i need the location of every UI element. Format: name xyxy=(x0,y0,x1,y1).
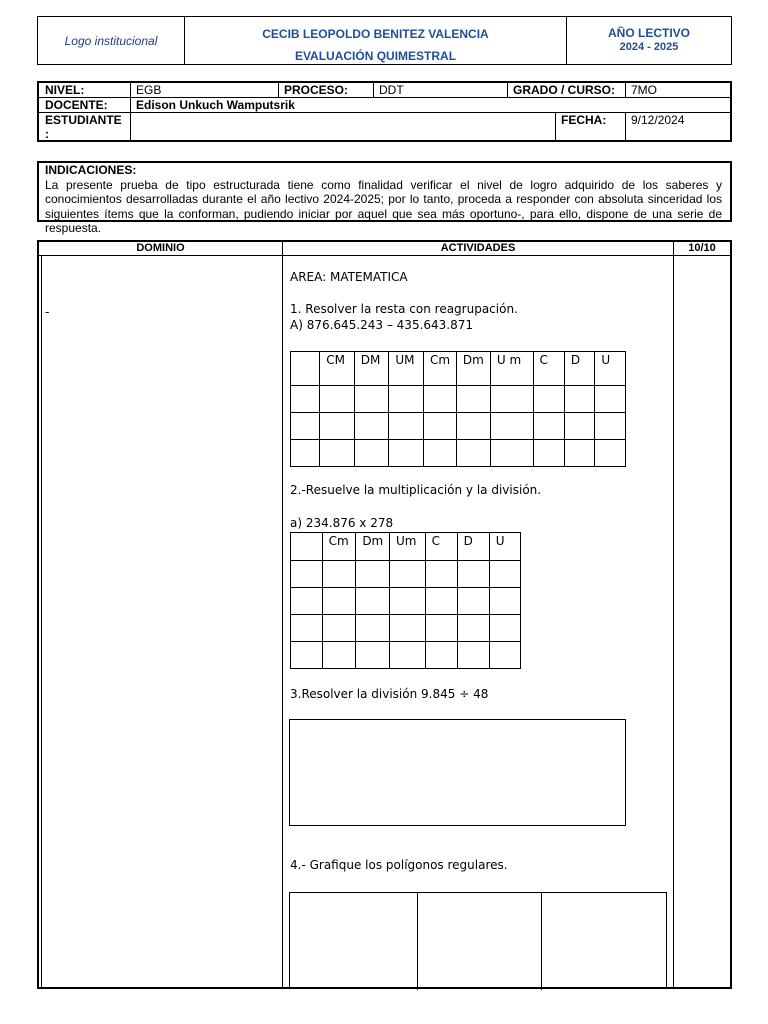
indicaciones-title: INDICACIONES: xyxy=(45,163,137,177)
grid2-header-dm: Dm xyxy=(356,533,390,561)
polygons-answer-area xyxy=(289,892,667,989)
grid2-header-um: Um xyxy=(390,533,426,561)
question-2a: a) 234.876 x 278 xyxy=(290,516,394,530)
grid1-header-blank xyxy=(291,352,320,386)
polygon-box-3[interactable] xyxy=(542,893,666,989)
grid1-header-cm-lower: Cm xyxy=(423,352,456,386)
exam-title: EVALUACIÓN QUIMESTRAL xyxy=(294,49,457,63)
grid2-header-blank xyxy=(291,533,323,561)
fecha-value: 9/12/2024 xyxy=(631,113,685,127)
grid2-row xyxy=(291,642,521,669)
logo-placeholder: Logo institucional xyxy=(38,17,185,64)
grid1-header-dm: DM xyxy=(354,352,389,386)
grid2-header-d: D xyxy=(457,533,489,561)
nivel-value: EGB xyxy=(136,83,162,97)
grid1-header-d: D xyxy=(564,352,595,386)
question-1: 1. Resolver la resta con reagrupación. xyxy=(290,302,518,316)
grid1-header-um: UM xyxy=(389,352,424,386)
grid2-header-u: U xyxy=(489,533,520,561)
grid2-row xyxy=(291,615,521,642)
grado-label: GRADO / CURSO: xyxy=(513,83,615,97)
school-block xyxy=(185,17,567,64)
year-label: AÑO LECTIVO xyxy=(607,26,690,40)
header xyxy=(37,16,732,65)
main-table xyxy=(37,240,732,989)
grid2-header-c: C xyxy=(425,533,457,561)
proceso-value: DDT xyxy=(379,83,404,97)
grid1-row xyxy=(291,386,626,413)
nivel-label: NIVEL: xyxy=(45,83,85,97)
estudiante-label xyxy=(39,113,122,141)
grid1-header-c: C xyxy=(533,352,564,386)
grid1-row xyxy=(291,440,626,467)
fecha-label: FECHA: xyxy=(561,113,607,127)
indicaciones-text: La presente prueba de tipo estructurada tiene como finalidad verificar el nivel de logro adquirido de los saberes y conocimientos desarrolladas durante el año lectivo 2024-2025; por lo tanto, proceda a responder con absoluta sinceridad los siguientes ítems que la conforman, pudiendo iniciar por aquel que sea más oportuno-, para ello, dispone de una serie de respuesta. xyxy=(45,177,722,235)
polygon-box-1[interactable] xyxy=(290,893,417,989)
grid1-header-cm: CM xyxy=(320,352,355,386)
grid1-header-um-lower: U m xyxy=(490,352,533,386)
question-2: 2.-Resuelve la multiplicación y la división. xyxy=(290,483,542,497)
indicaciones-box xyxy=(37,161,732,235)
year-block xyxy=(567,17,731,64)
school-name: CECIB LEOPOLDO BENITEZ VALENCIA xyxy=(262,27,489,41)
grid1-row xyxy=(291,413,626,440)
grid2-header-cm: Cm xyxy=(322,533,356,561)
polygon-box-2[interactable] xyxy=(418,893,541,989)
estudiante-field[interactable] xyxy=(130,113,555,139)
grado-value: 7MO xyxy=(631,83,658,97)
info-table xyxy=(37,81,732,142)
col-actividades: ACTIVIDADES xyxy=(440,242,516,254)
docente-value: Edison Unkuch Wamputsrik xyxy=(136,98,295,112)
division-answer-box[interactable] xyxy=(289,719,626,826)
multiplication-grid xyxy=(290,532,521,669)
grid2-row xyxy=(291,588,521,615)
question-4: 4.- Grafique los polígonos regulares. xyxy=(290,858,508,872)
question-1a: A) 876.645.243 – 435.643.871 xyxy=(290,318,474,332)
grid2-row xyxy=(291,561,521,588)
question-3: 3.Resolver la división 9.845 ÷ 48 xyxy=(290,687,489,701)
proceso-label: PROCESO: xyxy=(284,83,349,97)
area-title: AREA: MATEMATICA xyxy=(290,270,408,284)
docente-label: DOCENTE: xyxy=(45,98,108,112)
grid1-header-dm-lower: Dm xyxy=(456,352,490,386)
col-dominio: DOMINIO xyxy=(136,242,185,254)
estudiante-label-line1: ESTUDIANTE xyxy=(45,113,122,127)
dominio-text: - xyxy=(45,305,50,319)
col-score: 10/10 xyxy=(688,242,716,254)
subtraction-grid xyxy=(290,351,626,467)
estudiante-label-line2: : xyxy=(45,127,49,141)
year-value: 2024 - 2025 xyxy=(619,41,679,53)
grid1-header-u: U xyxy=(595,352,626,386)
